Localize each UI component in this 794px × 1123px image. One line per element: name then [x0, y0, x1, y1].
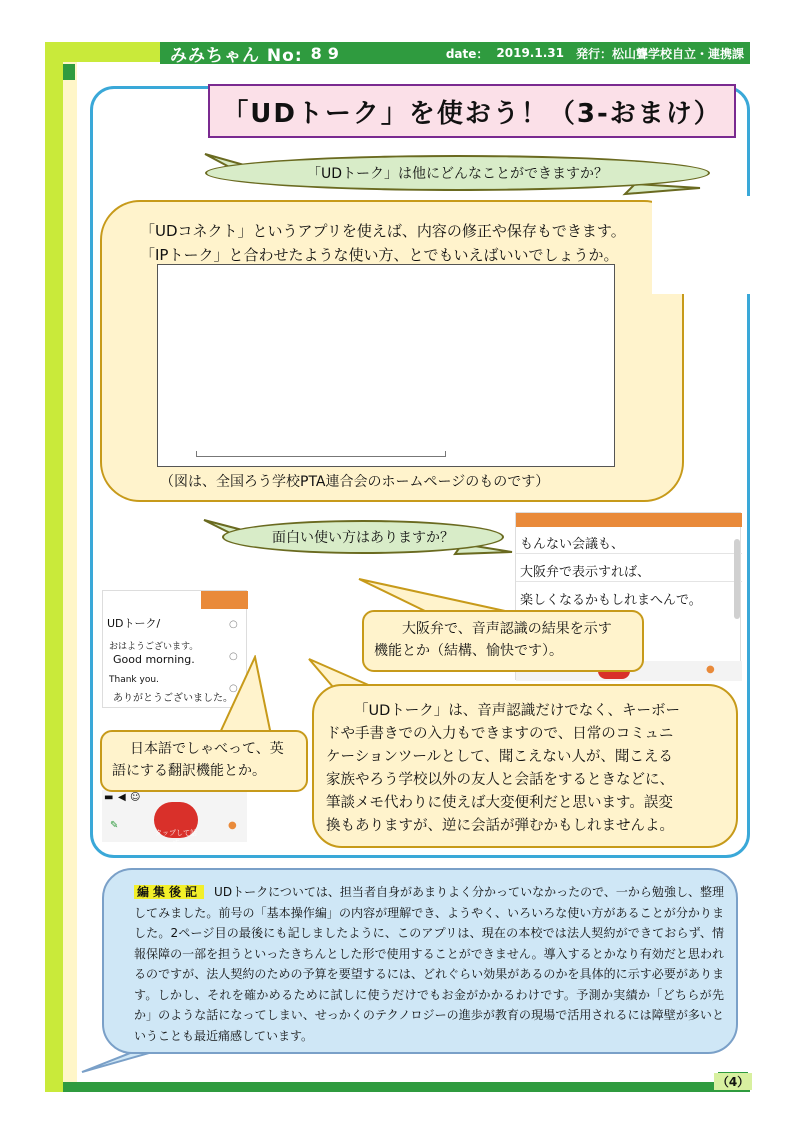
newsletter-title: みみちゃん No:	[170, 45, 303, 66]
answer1-caption: （図は、全国ろう学校PTA連合会のホームページのものです）	[160, 474, 550, 490]
speaker-icon: ◀	[118, 792, 126, 803]
question2-text: 面白い使い方はありますか？	[272, 530, 454, 546]
osaka-bubble-line2: 機能とか（結構、愉快です）。	[374, 643, 563, 659]
avatar-icon: ○	[229, 651, 238, 662]
answer1-line2: 「IPトーク」と合わせたような使い方、とでもいえばいいでしょうか。	[140, 246, 619, 264]
page-number-text: （4）	[714, 1073, 752, 1090]
user-icon: ☺	[130, 792, 141, 803]
translate-bubble-tail	[215, 655, 275, 740]
menu-icon[interactable]: ●	[706, 664, 715, 675]
page-number	[718, 1072, 748, 1090]
header-accent	[63, 64, 75, 80]
question2-bubble	[222, 520, 504, 554]
ud-line4: 家族やろう学校以外の友人と会話をするときなどに、	[326, 772, 674, 788]
editors-note-body: UDトークについては、担当者自身があまりよく分かっていなかったので、一から勉強し、整理してみました。前号の「基本操作編」の内容が理解でき、ようやく、いろいろな使い方があることが分かりました。2ページ目の最後にも記しましたように、このアプリは、現在の本校では法人契約ができておらず、情報保障の一部を担うといったきちんとした形で使用することができません。導入するとかなり有効だと思われるのですが、法人契約のための予算を要望するには、どれぐらい効果があるのかを具体的に示す必要があります。しかし、それを確かめるために試しに使うだけでもお金がかかるわけです。予測か実績か「どちらが先か」のような話になってしまい、せっかくのテクノロジーの進歩が教育の現場で活用されるには障壁が多いということも最近痛感しています。	[134, 885, 724, 1043]
osaka-line2: 大阪弁で表示すれば、	[520, 565, 651, 580]
ud-line3: ケーションツールとして、聞こえない人が、聞こえる	[326, 749, 673, 765]
osaka-bubble-line1: 大阪弁で、音声認識の結果を示す	[402, 621, 612, 637]
editors-note-text	[134, 882, 724, 1046]
issue-date: 2019.1.31	[496, 46, 564, 60]
date-label: date：	[445, 46, 489, 61]
screenshot-scrollbar	[196, 451, 446, 457]
osaka-line1: もんない会議も、	[520, 537, 625, 552]
edit-icon[interactable]: ✎	[110, 820, 119, 831]
msg1-en: Good morning.	[113, 653, 195, 666]
osaka-app-bar	[516, 513, 742, 527]
page-title: 「UDトーク」を使おう！（3-おまけ）	[208, 84, 736, 138]
divider	[516, 553, 742, 554]
avatar-icon: ○	[229, 683, 238, 694]
translate-bubble-line2: 語にする翻訳機能とか。	[112, 763, 266, 779]
ud-line6: 換もありますが、逆に会話が弾むかもしれませんよ。	[326, 818, 674, 834]
editors-note-heading: 編集後記	[134, 885, 204, 899]
translate-app-bar	[201, 591, 248, 609]
editors-note	[102, 868, 738, 1054]
ud-line5: 筆談メモ代わりに使えば大変便利だと思います。誤変	[326, 795, 673, 811]
ud-bubble	[312, 684, 738, 848]
translate-bubble-line1: 日本語でしゃべって、英	[130, 741, 284, 757]
issuer: 発行：松山聾学校自立・連携課	[575, 46, 744, 61]
ud-line1: 「UDトーク」は、音声認識だけでなく、キーボー	[354, 703, 680, 719]
udconnect-screenshot	[157, 264, 615, 467]
translate-bubble	[100, 730, 308, 792]
msg2-en: Thank you.	[109, 675, 159, 685]
talk-button-label: タップして話す	[155, 829, 197, 847]
issue-number: 89	[310, 43, 345, 63]
translate-app-title: UDトーク/	[107, 617, 161, 630]
newsletter-header	[160, 42, 750, 64]
msg1-ja: おはようございます。	[109, 642, 199, 652]
flag-icon: ▬	[104, 792, 114, 803]
answer1-line1: 「UDコネクト」というアプリを使えば、内容の修正や保存もできます。	[140, 222, 626, 240]
footer-bar	[63, 1082, 750, 1092]
menu-icon[interactable]: ●	[228, 820, 237, 831]
avatar-icon: ○	[229, 619, 238, 630]
question1-text: 「UDトーク」は他にどんなことができますか？	[306, 166, 609, 182]
ud-line2: ドや手書きでの入力もできますので、日常のコミュニ	[326, 726, 674, 742]
osaka-line3: 楽しくなるかもしれまへんで。	[520, 593, 702, 608]
image-cutout	[652, 196, 750, 294]
msg2-ja: ありがとうございました。	[113, 693, 233, 704]
translate-control-bar	[102, 790, 247, 847]
left-border-lime	[45, 42, 63, 1092]
divider	[516, 581, 742, 582]
osaka-bubble-tail	[355, 575, 515, 615]
left-border-cream	[63, 62, 77, 1092]
osaka-scrollbar[interactable]	[734, 539, 740, 619]
question1-bubble	[205, 155, 710, 191]
